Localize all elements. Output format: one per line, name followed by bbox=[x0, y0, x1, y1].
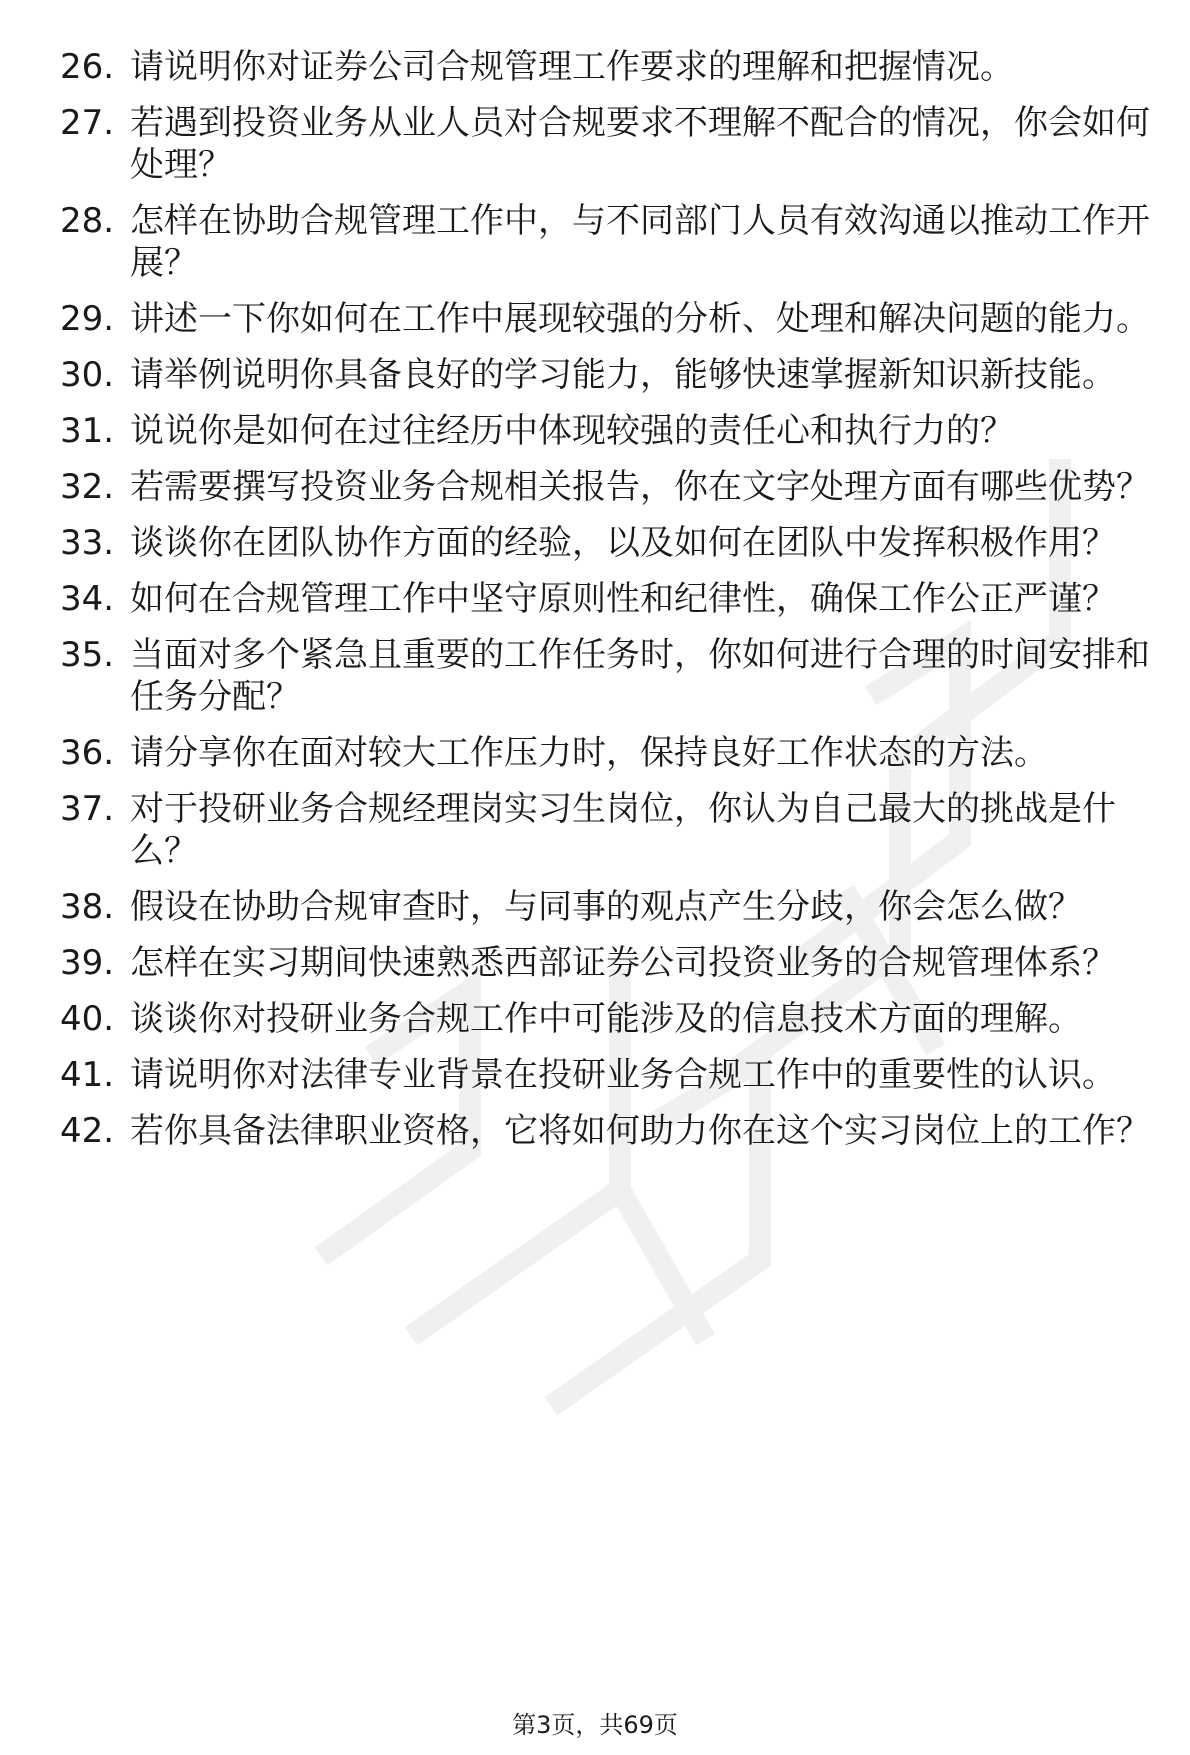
question-item bbox=[60, 732, 1150, 774]
question-number: 41. bbox=[60, 1055, 115, 1095]
question-text: 若遇到投资业务从业人员对合规要求不理解不配合的情况，你会如何处理？ bbox=[130, 103, 1150, 185]
question-list bbox=[60, 46, 1150, 1166]
question-number: 27. bbox=[60, 103, 115, 143]
question-number: 30. bbox=[60, 355, 115, 395]
question-text: 怎样在实习期间快速熟悉西部证券公司投资业务的合规管理体系？ bbox=[130, 943, 1116, 983]
question-item bbox=[60, 788, 1150, 872]
question-item bbox=[60, 578, 1150, 620]
question-item bbox=[60, 886, 1150, 928]
question-text: 谈谈你对投研业务合规工作中可能涉及的信息技术方面的理解。 bbox=[130, 999, 1082, 1039]
question-item bbox=[60, 298, 1150, 340]
page-number-label: 第3页，共69页 bbox=[512, 1711, 678, 1739]
question-item bbox=[60, 1054, 1150, 1096]
question-item bbox=[60, 1110, 1150, 1152]
question-text: 假设在协助合规审查时，与同事的观点产生分歧，你会怎么做？ bbox=[130, 887, 1082, 927]
question-number: 34. bbox=[60, 579, 115, 619]
question-number: 35. bbox=[60, 635, 115, 675]
question-item bbox=[60, 522, 1150, 564]
question-item bbox=[60, 634, 1150, 718]
page-footer bbox=[0, 1710, 1190, 1740]
question-number: 39. bbox=[60, 943, 115, 983]
question-number: 29. bbox=[60, 299, 115, 339]
question-item bbox=[60, 354, 1150, 396]
question-text: 若需要撰写投资业务合规相关报告，你在文字处理方面有哪些优势？ bbox=[130, 467, 1150, 507]
question-number: 32. bbox=[60, 467, 115, 507]
question-text: 如何在合规管理工作中坚守原则性和纪律性，确保工作公正严谨？ bbox=[130, 579, 1116, 619]
question-number: 38. bbox=[60, 887, 115, 927]
question-text: 若你具备法律职业资格，它将如何助力你在这个实习岗位上的工作？ bbox=[130, 1111, 1150, 1151]
question-text: 对于投研业务合规经理岗实习生岗位，你认为自己最大的挑战是什么？ bbox=[130, 789, 1116, 871]
question-number: 40. bbox=[60, 999, 115, 1039]
question-number: 31. bbox=[60, 411, 115, 451]
question-item bbox=[60, 102, 1150, 186]
question-text: 当面对多个紧急且重要的工作任务时，你如何进行合理的时间安排和任务分配？ bbox=[130, 635, 1150, 717]
question-text: 说说你是如何在过往经历中体现较强的责任心和执行力的？ bbox=[130, 411, 1014, 451]
question-item bbox=[60, 200, 1150, 284]
question-text: 怎样在协助合规管理工作中，与不同部门人员有效沟通以推动工作开展？ bbox=[130, 201, 1150, 283]
question-number: 42. bbox=[60, 1111, 115, 1151]
question-text: 请说明你对证券公司合规管理工作要求的理解和把握情况。 bbox=[130, 47, 1014, 87]
question-item bbox=[60, 998, 1150, 1040]
question-text: 请分享你在面对较大工作压力时，保持良好工作状态的方法。 bbox=[130, 733, 1048, 773]
question-text: 讲述一下你如何在工作中展现较强的分析、处理和解决问题的能力。 bbox=[130, 299, 1150, 339]
question-number: 33. bbox=[60, 523, 115, 563]
question-number: 37. bbox=[60, 789, 115, 829]
question-item bbox=[60, 466, 1150, 508]
question-number: 36. bbox=[60, 733, 115, 773]
question-text: 请说明你对法律专业背景在投研业务合规工作中的重要性的认识。 bbox=[130, 1055, 1116, 1095]
question-number: 26. bbox=[60, 47, 115, 87]
question-item bbox=[60, 410, 1150, 452]
question-item bbox=[60, 942, 1150, 984]
question-item bbox=[60, 46, 1150, 88]
question-text: 谈谈你在团队协作方面的经验，以及如何在团队中发挥积极作用？ bbox=[130, 523, 1116, 563]
question-text: 请举例说明你具备良好的学习能力，能够快速掌握新知识新技能。 bbox=[130, 355, 1116, 395]
question-number: 28. bbox=[60, 201, 115, 241]
